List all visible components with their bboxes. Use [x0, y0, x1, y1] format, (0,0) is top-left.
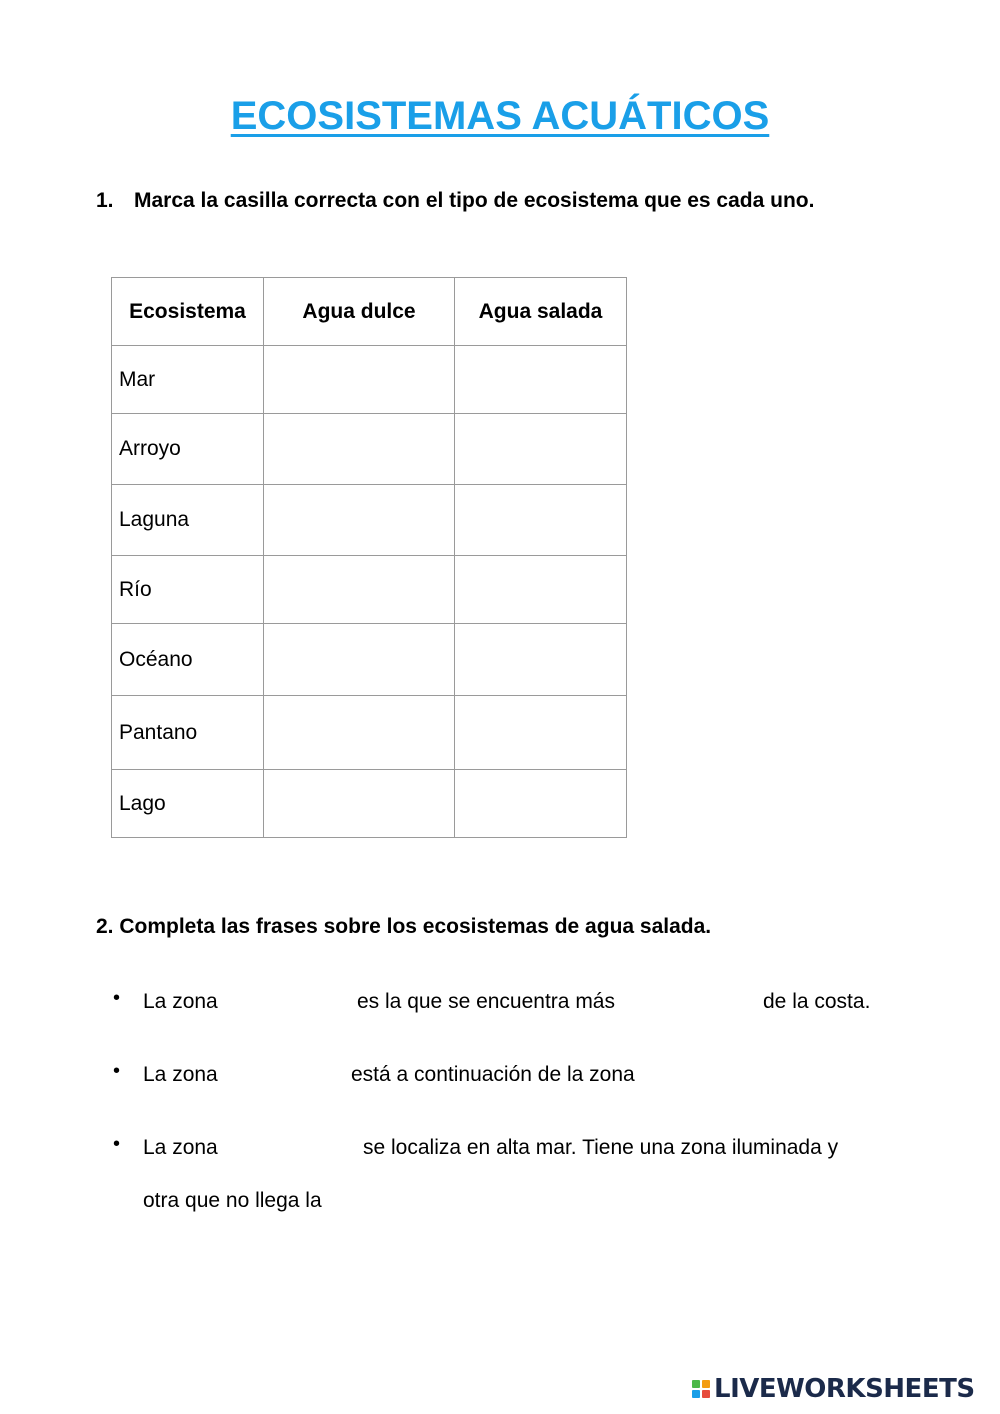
cell-agua-salada-laguna[interactable]: [455, 485, 627, 556]
row-name-laguna: Laguna: [112, 485, 264, 556]
table-row: [112, 624, 627, 696]
sentence-2-part-a: La zona: [143, 1063, 218, 1086]
sentence-2-part-b: está a continuación de la zona: [351, 1063, 635, 1086]
cell-agua-dulce-arroyo[interactable]: [264, 414, 455, 485]
sentence-1-part-a: La zona: [143, 990, 218, 1013]
worksheet-title: ECOSISTEMAS ACUÁTICOS: [230, 94, 770, 138]
bullet-1: •: [113, 987, 121, 1009]
bullet-3: •: [113, 1133, 121, 1155]
table-header-row: [112, 278, 627, 346]
question-2: 2. Completa las frases sobre los ecosistemas de agua salada.: [96, 915, 712, 938]
logo-text: LIVEWORKSHEETS: [714, 1374, 975, 1404]
row-name-mar: Mar: [112, 346, 264, 414]
row-name-lago: Lago: [112, 770, 264, 838]
logo-square-red: [702, 1390, 710, 1398]
sentence-1-part-c: de la costa.: [763, 990, 871, 1013]
row-name-arroyo: Arroyo: [112, 414, 264, 485]
logo-square-blue: [692, 1390, 700, 1398]
row-name-pantano: Pantano: [112, 696, 264, 770]
sentence-3-part-c: otra que no llega la: [143, 1189, 322, 1212]
question-1-number: 1.: [96, 189, 114, 212]
row-name-rio: Río: [112, 556, 264, 624]
logo-square-green: [692, 1380, 700, 1388]
header-ecosistema: Ecosistema: [112, 278, 264, 346]
liveworksheets-logo: [692, 1374, 975, 1404]
bullet-2: •: [113, 1060, 121, 1082]
cell-agua-dulce-pantano[interactable]: [264, 696, 455, 770]
cell-agua-dulce-lago[interactable]: [264, 770, 455, 838]
cell-agua-salada-arroyo[interactable]: [455, 414, 627, 485]
sentence-1-part-b: es la que se encuentra más: [357, 990, 615, 1013]
table-row: [112, 485, 627, 556]
ecosystem-table: [111, 277, 627, 838]
sentence-3-part-b: se localiza en alta mar. Tiene una zona iluminada y: [363, 1136, 839, 1159]
liveworksheets-logo-icon: [692, 1380, 710, 1398]
table-row: [112, 696, 627, 770]
cell-agua-dulce-oceano[interactable]: [264, 624, 455, 696]
header-agua-dulce: Agua dulce: [264, 278, 455, 346]
question-1: [96, 189, 814, 213]
cell-agua-salada-mar[interactable]: [455, 346, 627, 414]
cell-agua-dulce-laguna[interactable]: [264, 485, 455, 556]
cell-agua-dulce-rio[interactable]: [264, 556, 455, 624]
table-row: [112, 414, 627, 485]
cell-agua-salada-rio[interactable]: [455, 556, 627, 624]
sentence-3-part-a: La zona: [143, 1136, 218, 1159]
header-agua-salada: Agua salada: [455, 278, 627, 346]
table-row: [112, 346, 627, 414]
question-1-text: Marca la casilla correcta con el tipo de ecosistema que es cada uno.: [134, 189, 815, 212]
row-name-oceano: Océano: [112, 624, 264, 696]
logo-square-orange: [702, 1380, 710, 1388]
table-row: [112, 770, 627, 838]
cell-agua-salada-pantano[interactable]: [455, 696, 627, 770]
cell-agua-salada-lago[interactable]: [455, 770, 627, 838]
cell-agua-salada-oceano[interactable]: [455, 624, 627, 696]
cell-agua-dulce-mar[interactable]: [264, 346, 455, 414]
table-row: [112, 556, 627, 624]
